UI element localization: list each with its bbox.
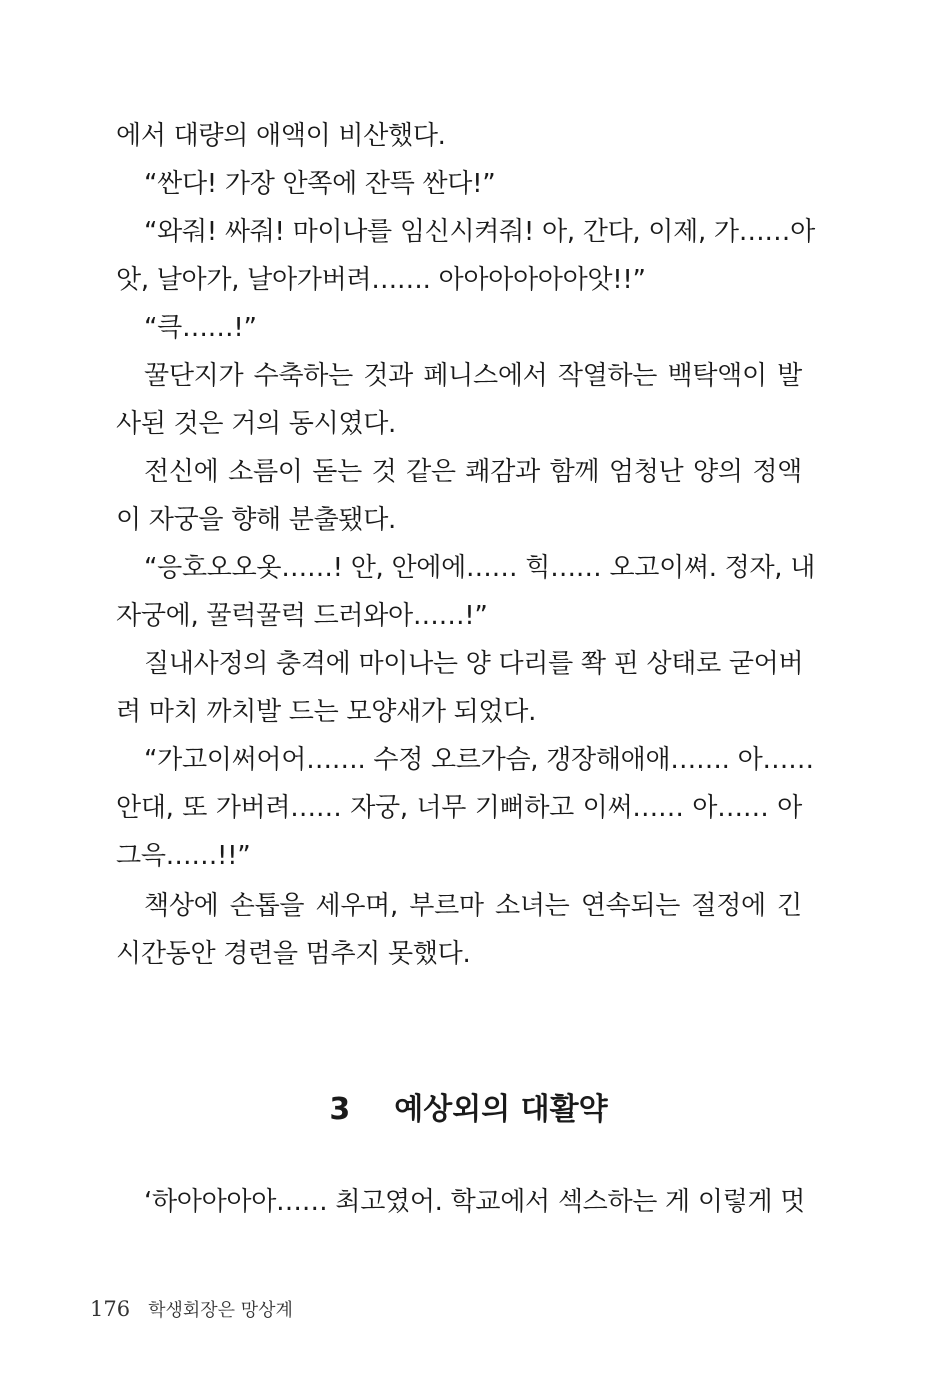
text-line: 려 마치 까치발 드는 모양새가 되었다. — [116, 697, 537, 727]
text-line: 그윽……!!” — [116, 841, 251, 871]
text-line: 전신에 소름이 돋는 것 같은 쾌감과 함께 엄청난 양의 정액 — [144, 457, 802, 487]
text-line: 에서 대량의 애액이 비산했다. — [116, 121, 446, 151]
text-line: 꿀단지가 수축하는 것과 페니스에서 작열하는 백탁액이 발 — [144, 361, 802, 391]
text-line: 질내사정의 충격에 마이나는 양 다리를 쫙 핀 상태로 굳어버 — [144, 649, 804, 679]
text-line: 사된 것은 거의 동시였다. — [116, 409, 397, 439]
text-line: “싼다! 가장 안쪽에 잔뜩 싼다!” — [144, 169, 496, 199]
text-line: ‘하아아아아…… 최고였어. 학교에서 섹스하는 게 이렇게 멋 — [144, 1187, 806, 1217]
section-title: 예상외의 대활약 — [394, 1092, 608, 1127]
text-line: 책상에 손톱을 세우며, 부르마 소녀는 연속되는 절정에 긴 — [144, 891, 802, 921]
text-line: 앗, 날아가, 날아가버려……. 아아아아아아앗!!” — [116, 265, 646, 295]
text-line: 자궁에, 꿀럭꿀럭 드러와아……!” — [116, 601, 488, 631]
section-heading — [0, 1088, 937, 1132]
text-line: 안대, 또 가버려…… 자궁, 너무 기뻐하고 이써…… 아…… 아 — [116, 793, 802, 823]
text-line: “응호오오옷……! 안, 안에에…… 힉…… 오고이쎠. 정자, 내 — [144, 553, 816, 583]
text-line: “와줘! 싸줘! 마이나를 임신시켜줘! 아, 간다, 이제, 가……아 — [144, 217, 815, 247]
text-line: 시간동안 경련을 멈추지 못했다. — [116, 939, 471, 969]
book-title: 학생회장은 망상계 — [148, 1300, 293, 1321]
section-number: 3 — [329, 1092, 351, 1127]
text-line: “가고이써어어……. 수정 오르가슴, 갱장해애애……. 아…… — [144, 745, 814, 775]
text-line: 이 자궁을 향해 분출됐다. — [116, 505, 397, 535]
text-line: “큭……!” — [144, 313, 257, 343]
page-number: 176 — [90, 1297, 131, 1321]
page-footer — [90, 1294, 293, 1324]
